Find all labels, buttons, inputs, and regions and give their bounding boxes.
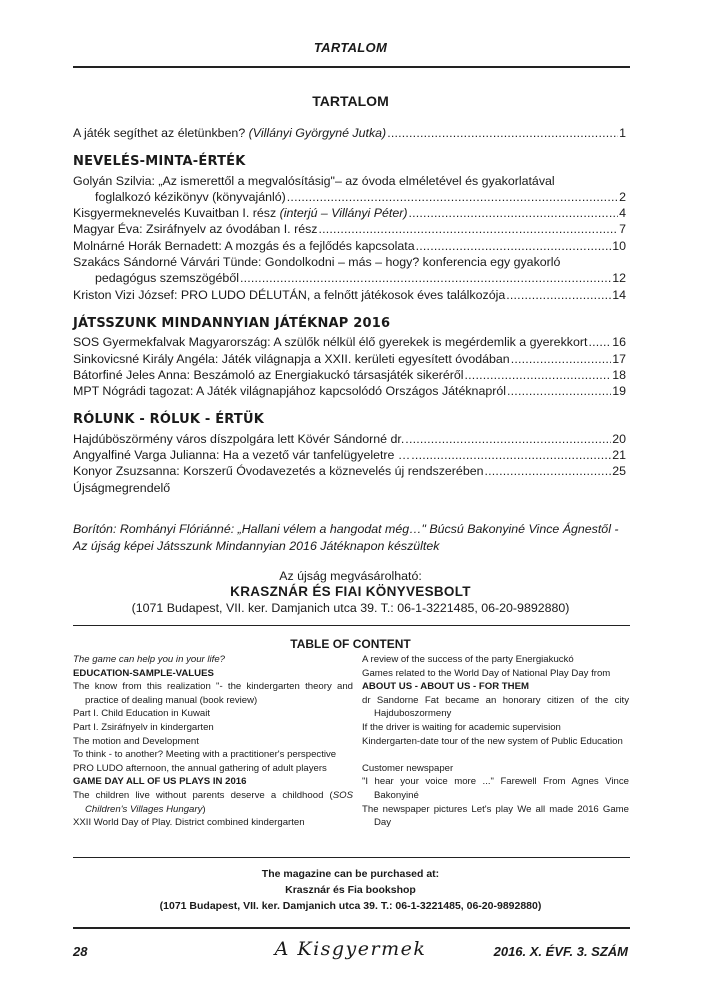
toc-entry	[73, 480, 626, 496]
english-toc-item	[362, 694, 629, 721]
entry-text	[73, 447, 410, 463]
dot-leader	[507, 383, 611, 399]
english-toc-right-column	[362, 653, 629, 830]
english-purchase-store: Krasznár és Fia bookshop	[285, 884, 416, 896]
entry-page: 14	[612, 287, 626, 302]
english-toc-item	[362, 748, 629, 762]
entry-title: Hajdúböszörmény város díszpolgára lett Kövér Sándorné dr.	[73, 431, 405, 446]
toc-entry	[73, 367, 626, 383]
entry-text	[73, 431, 404, 447]
english-toc-item	[362, 803, 629, 830]
toc-entry-intro	[73, 125, 626, 141]
entry-title: Kisgyermeknevelés Kuvaitban I. rész	[73, 206, 280, 221]
dot-leader	[387, 125, 618, 141]
entry-title: Kriston Vizi József: PRO LUDO DÉLUTÁN, a felnőtt játékosok éves találkozója	[73, 287, 506, 302]
purchase-lead: Az újság megvásárolható:	[279, 569, 422, 583]
dot-leader	[240, 270, 611, 286]
table-of-contents	[73, 125, 626, 496]
toc-title: TARTALOM	[312, 93, 389, 109]
item-text: Customer newspaper	[362, 762, 454, 774]
item-after: )	[202, 803, 206, 815]
item-italic: SOS Children's Villages Hungary	[85, 789, 353, 815]
entry-title: Bátorfiné Jeles Anna: Beszámoló az Energiakuckó társasjáték sikeréről	[73, 367, 464, 382]
section-heading: JÁTSSZUNK MINDANNYIAN JÁTÉKNAP 2016	[73, 315, 391, 331]
toc-entry	[73, 431, 626, 447]
entry-title: SOS Gyermekfalvak Magyarország: A szülők nélkül élő gyerekek is megérdemlik a gyerekkort	[73, 335, 588, 350]
entry-text	[73, 480, 170, 496]
toc-entry	[73, 238, 626, 254]
entry-page: 19	[612, 384, 626, 399]
toc-entry	[73, 189, 626, 205]
english-toc-item	[362, 667, 629, 681]
entry-title: Konyor Zsuzsanna: Korszerű Óvodavezetés a köznevelés új rendszerében	[73, 464, 484, 479]
magazine-name: A Kisgyermek	[274, 938, 427, 960]
toc-entry	[73, 287, 626, 303]
running-head: TARTALOM	[313, 40, 388, 55]
toc-entry	[73, 383, 626, 399]
toc-entry	[73, 334, 626, 350]
english-toc-item	[73, 721, 353, 735]
entry-text	[73, 367, 464, 383]
entry-text: foglalkozó kézikönyv (könyvajánló)	[95, 189, 286, 204]
english-toc-item	[362, 762, 629, 776]
english-toc-item	[73, 653, 353, 667]
item-text: The children live without parents deserve a childhood (	[73, 789, 333, 801]
purchase-store: KRASZNÁR ÉS FIAI KÖNYVESBOLT	[230, 584, 471, 599]
english-purchase-info	[0, 866, 701, 914]
dot-leader	[411, 447, 611, 463]
english-toc-item	[73, 748, 353, 762]
entry-text	[73, 334, 587, 350]
entry-page: 18	[612, 367, 626, 382]
cover-line-2: Az újság képei Játsszunk Mindannyian 2016 Játéknapon készültek	[73, 539, 440, 553]
item-text: EDUCATION-SAMPLE-VALUES	[73, 667, 214, 679]
english-toc-item	[73, 789, 353, 816]
item-text: "I hear your voice more ..." Farewell From Agnes Vince Bakonyiné	[362, 776, 629, 801]
toc-entry	[73, 447, 626, 463]
item-text: If the driver is waiting for academic supervision	[362, 721, 561, 733]
item-text: The know from this realization "- the kindergarten theory and practice of dealing manual (book review)	[73, 681, 353, 706]
page-number: 28	[73, 944, 88, 959]
item-text: Part I. Child Education in Kuwait	[73, 708, 211, 720]
english-toc-item	[73, 680, 353, 707]
english-toc-item	[73, 775, 353, 789]
english-toc-item	[73, 707, 353, 721]
entry-page: 16	[612, 335, 626, 350]
entry-title: Molnárné Horák Bernadett: A mozgás és a fejlődés kapcsolata	[73, 238, 415, 253]
dot-leader	[416, 238, 612, 254]
entry-text	[73, 351, 510, 367]
english-toc-item	[73, 762, 353, 776]
entry-title: Sinkovicsné Király Angéla: Játék világnapja a XXII. kerületi egyesített óvodában	[73, 351, 510, 366]
item-text: To think - to another? Meeting with a practitioner's perspective	[73, 749, 337, 761]
section-heading: NEVELÉS-MINTA-ÉRTÉK	[73, 154, 246, 170]
entry-page: 10	[612, 238, 626, 253]
toc-entry	[73, 205, 626, 221]
cover-line-1: Borítón: Romhányi Flóriánné: „Hallani vélem a hangodat még…" Búcsú Bakonyiné Vince Ágnestől -	[73, 522, 619, 536]
entry-author: (Villányi Györgyné Jutka)	[248, 126, 387, 140]
item-text: Kindergarten-date tour of the new system of Public Education	[362, 735, 623, 747]
entry-text	[73, 463, 484, 479]
entry-text: pedagógus szemszögéből	[95, 271, 239, 286]
entry-author: (interjú – Villányi Péter)	[279, 206, 408, 221]
dot-leader	[318, 221, 618, 237]
entry-text	[73, 221, 317, 237]
entry-page: 17	[612, 351, 626, 366]
dot-leader	[506, 287, 611, 303]
item-text: The game can help you in your life?	[73, 654, 225, 665]
english-toc-item	[73, 816, 353, 830]
toc-entry-first-line: Szakács Sándorné Várvári Tünde: Gondolkodni – más – hogy? konferencia egy gyakorló	[73, 255, 561, 270]
entry-page: 20	[612, 431, 626, 446]
entry-text: A játék segíthet az életünkben?	[73, 126, 249, 140]
item-text: ABOUT US - ABOUT US - FOR THEM	[362, 681, 529, 693]
entry-page: 1	[619, 126, 626, 140]
dot-leader	[465, 367, 612, 383]
toc-entry-first-line: Golyán Szilvia: „Az ismerettől a megvalósításig"– az óvoda elméletével és gyakorlatával	[73, 173, 555, 188]
entry-page: 21	[612, 448, 626, 463]
entry-text	[73, 383, 506, 399]
item-text: PRO LUDO afternoon, the annual gathering of adult players	[73, 762, 327, 774]
item-text: The motion and Development	[73, 735, 199, 747]
english-toc-left-column	[73, 653, 353, 830]
entry-title: Magyar Éva: Zsiráfnyelv az óvodában I. rész	[73, 222, 318, 237]
section-heading: RÓLUNK - RÓLUK - ÉRTÜK	[73, 412, 265, 428]
item-text: XXII World Day of Play. District combined kindergarten	[73, 817, 305, 829]
footer-rule	[73, 927, 630, 929]
item-text: dr Sandorne Fat became an honorary citizen of the city Hajduboszormeny	[362, 694, 629, 720]
dot-leader	[485, 463, 612, 479]
header-rule	[73, 66, 630, 68]
english-toc-item	[362, 735, 629, 749]
section-rule	[73, 625, 630, 626]
entry-page: 7	[619, 222, 626, 237]
item-text: GAME DAY ALL OF US PLAYS IN 2016	[73, 776, 247, 788]
toc-entry	[73, 463, 626, 479]
purchase-address: (1071 Budapest, VII. ker. Damjanich utca 39. T.: 06-1-3221485, 06-20-9892880)	[131, 601, 570, 615]
entry-page: 12	[612, 271, 626, 286]
entry-title: MPT Nógrádi tagozat: A Játék világnapjához kapcsolódó Országos Játéknapról	[73, 384, 507, 399]
entry-page: 25	[612, 464, 626, 479]
purchase-info	[0, 568, 701, 616]
cover-note	[73, 521, 633, 555]
toc-entry	[73, 351, 626, 367]
item-text: The newspaper pictures Let's play We all made 2016 Game Day	[362, 803, 629, 829]
english-toc-item	[73, 735, 353, 749]
item-text: Games related to the World Day of National Play Day from	[362, 667, 611, 679]
dot-leader	[511, 351, 612, 367]
english-toc-item	[362, 653, 629, 667]
english-toc-item	[73, 667, 353, 681]
english-toc-title: TABLE OF CONTENT	[290, 637, 411, 651]
entry-text	[73, 238, 415, 254]
entry-title: Angyalfiné Varga Julianna: Ha a vezető vár tanfelügyeletre …	[73, 448, 411, 463]
english-purchase-address: (1071 Budapest, VII. ker. Damjanich utca 39. T.: 06-1-3221485, 06-20-9892880)	[159, 900, 542, 912]
dot-leader	[287, 189, 618, 205]
issue-info: 2016. X. ÉVF. 3. SZÁM	[493, 944, 628, 959]
section-rule-2	[73, 857, 630, 858]
entry-text	[73, 287, 505, 303]
dot-leader	[408, 205, 618, 221]
english-toc-item	[362, 775, 629, 802]
entry-page: 4	[619, 206, 626, 221]
item-text: A review of the success of the party Energiakuckó	[362, 654, 574, 665]
dot-leader	[588, 334, 611, 350]
entry-text	[73, 205, 407, 221]
toc-entry	[73, 270, 626, 286]
item-text: Part I. Zsiráfnyelv in kindergarten	[73, 721, 214, 733]
entry-page: 2	[619, 189, 626, 204]
dot-leader	[405, 431, 611, 447]
english-toc-item	[362, 680, 629, 694]
english-toc-item	[362, 721, 629, 735]
english-purchase-lead: The magazine can be purchased at:	[261, 868, 440, 880]
entry-title: Újságmegrendelő	[73, 480, 171, 495]
toc-entry	[73, 221, 626, 237]
